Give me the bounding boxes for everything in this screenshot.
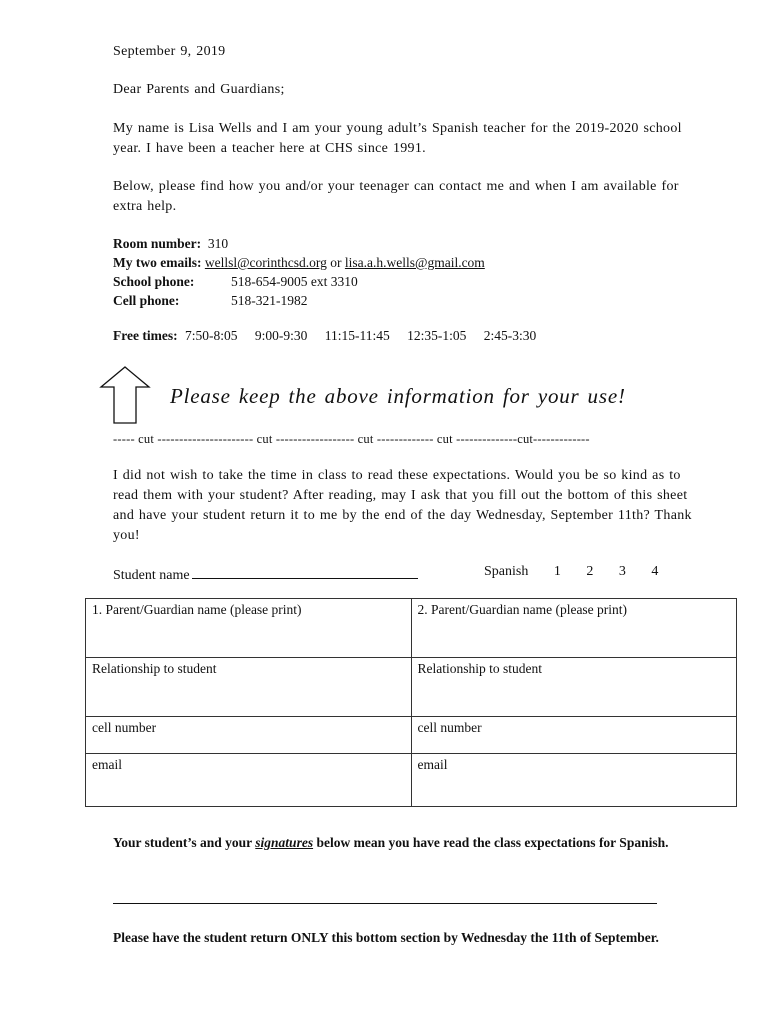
free-time-slot: 2:45-3:30 [483, 328, 537, 343]
guardian2-relationship-cell[interactable]: Relationship to student [411, 658, 737, 717]
school-phone-row [113, 272, 485, 291]
level-option[interactable]: 4 [651, 564, 659, 579]
keep-info-notice: Please keep the above information for your use! [170, 384, 626, 408]
room-label: Room number: [113, 236, 202, 251]
guardian2-email-cell[interactable]: email [411, 754, 737, 807]
up-arrow-icon [99, 365, 151, 427]
level-option[interactable]: 2 [586, 564, 594, 579]
table-row [86, 717, 737, 754]
intro-paragraph: My name is Lisa Wells and I am your young adult’s Spanish teacher for the 2019-2020 school year. I have been a teacher here at CHS since 1991. [113, 121, 682, 156]
level-option[interactable]: 1 [553, 564, 561, 579]
student-name-label: Student name [113, 568, 190, 583]
school-phone-value: 518-654-9005 ext 3310 [231, 274, 358, 289]
emails-label: My two emails: [113, 255, 202, 270]
email-link-personal[interactable]: lisa.a.h.wells@gmail.com [344, 255, 485, 270]
cell-phone-row [113, 291, 485, 310]
guardian1-relationship-cell[interactable]: Relationship to student [86, 658, 412, 717]
cell-phone-value: 518-321-1982 [231, 293, 308, 308]
return-instructions: Please have the student return ONLY this bottom section by Wednesday the 11th of September. [113, 930, 659, 945]
guardian1-email-cell[interactable]: email [86, 754, 412, 807]
signature-note-emphasis: signatures [255, 835, 314, 850]
spanish-level-group [484, 564, 658, 580]
table-row [86, 658, 737, 717]
student-name-row [113, 564, 693, 584]
letter-greeting: Dear Parents and Guardians; [113, 82, 285, 97]
email-link-school[interactable]: wellsl@corinthcsd.org [204, 255, 327, 270]
table-row [86, 754, 737, 807]
free-time-slot: 11:15-11:45 [324, 328, 390, 343]
signature-note-post: below mean you have read the class expectations for Spanish. [313, 835, 669, 850]
guardian1-name-cell[interactable]: 1. Parent/Guardian name (please print) [86, 599, 412, 658]
signature-note-pre: Your student’s and your [113, 835, 256, 850]
room-row [113, 234, 485, 253]
guardian-info-table [85, 598, 737, 807]
free-time-slot: 7:50-8:05 [184, 328, 238, 343]
contact-intro-paragraph: Below, please find how you and/or your teenager can contact me and when I am available for extra help. [113, 179, 679, 214]
signature-note [113, 833, 673, 853]
guardian2-name-cell[interactable]: 2. Parent/Guardian name (please print) [411, 599, 737, 658]
free-times-row [113, 328, 550, 344]
free-time-slot: 12:35-1:05 [407, 328, 467, 343]
email-or-text: or [330, 255, 342, 270]
letter-date: September 9, 2019 [113, 44, 226, 59]
free-time-slot: 9:00-9:30 [254, 328, 308, 343]
guardian2-cell-number-cell[interactable]: cell number [411, 717, 737, 754]
contact-info-block [113, 234, 485, 310]
table-row [86, 599, 737, 658]
free-times-label: Free times: [113, 328, 178, 343]
student-name-blank[interactable] [192, 564, 418, 579]
cut-line: ----- cut ---------------------- cut ------------------ cut ------------- cut --------------cut------------- [113, 432, 590, 446]
expectations-paragraph: I did not wish to take the time in class to read these expectations. Would you be so kind as to read them with your student? After reading, may I ask that you fill out the bottom of this sheet and have your student return it to me by the end of the day Wednesday, September 11th? Thank you! [113, 468, 692, 543]
room-value: 310 [207, 236, 229, 251]
guardian1-cell-number-cell[interactable]: cell number [86, 717, 412, 754]
emails-row [113, 253, 485, 272]
course-label: Spanish [484, 564, 529, 579]
cell-phone-label: Cell phone: [113, 293, 180, 308]
level-option[interactable]: 3 [618, 564, 626, 579]
signature-line[interactable] [113, 903, 657, 904]
school-phone-label: School phone: [113, 274, 195, 289]
